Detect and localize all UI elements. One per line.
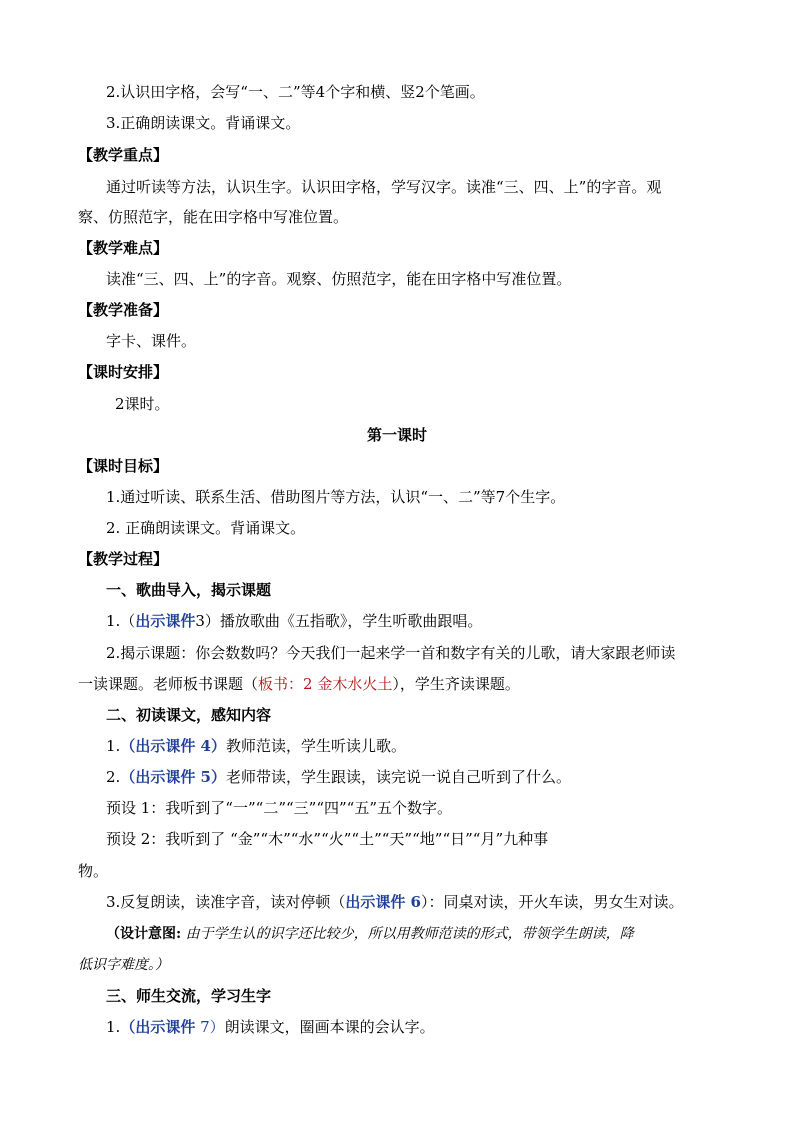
section-2-step-1 xyxy=(106,736,406,756)
section-2-step-2 xyxy=(106,767,571,787)
step-text: 朗读课文，圈画本课的会认字。 xyxy=(224,1018,435,1036)
section-1-title: 一、歌曲导入，揭示课题 xyxy=(106,581,272,599)
design-intent-text: 由于学生认的识字还比较少，所以用教师范读的形式，带领学生朗读，降 xyxy=(181,926,634,942)
preset-1: 预设 1：我听到了“一”“二”“三”“四”“五”五个数字。 xyxy=(106,799,452,817)
step-text: 3.反复朗读，读准字音，读对停顿（ xyxy=(106,893,346,911)
preset-2-line-1: 预设 2：我听到了 “金”“木”“水”“火”“土”“天”“地”“日”“月”九种事 xyxy=(106,830,549,848)
courseware-ref: 出示课件 xyxy=(135,612,196,630)
courseware-ref: （出示课件 5） xyxy=(120,768,226,786)
step-text: 教师范读，学生听读儿歌。 xyxy=(225,737,406,755)
objective-3: 3.正确朗读课文。背诵课文。 xyxy=(106,114,301,132)
step-prefix: 1. xyxy=(106,1018,121,1036)
step-text: ），学生齐读课题。 xyxy=(392,675,520,693)
step-text: ）：同桌对读，开火车读，男女生对读。 xyxy=(421,893,684,911)
goal-2: 2. 正确朗读课文。背诵课文。 xyxy=(106,519,306,537)
goal-1: 1.通过听读、联系生活、借助图片等方法，认识“一、二”等7个生字。 xyxy=(106,488,566,506)
section-1-step-2-line-2 xyxy=(78,674,520,694)
section-1-step-2-line-1: 2.揭示课题：你会数数吗？今天我们一起来学一首和数字有关的儿歌，请大家跟老师读 xyxy=(106,644,676,662)
key-points-line-1: 通过听读等方法，认识生字。认识田字格，学写汉字。读准“三、四、上”的字音。观 xyxy=(106,178,662,196)
heading-lesson-goals: 【课时目标】 xyxy=(78,457,169,475)
heading-key-points: 【教学重点】 xyxy=(78,146,169,164)
courseware-ref: （出示课件 xyxy=(120,1018,196,1036)
step-prefix: 2. xyxy=(106,768,121,786)
key-points-line-2: 察、仿照范字，能在田字格中写准位置。 xyxy=(78,208,349,226)
preparation-line-1: 字卡、课件。 xyxy=(106,332,197,350)
step-prefix: 1.（ xyxy=(106,612,136,630)
section-2-step-3 xyxy=(106,892,684,912)
heading-schedule: 【课时安排】 xyxy=(78,363,169,381)
section-3-title: 三、师生交流，学习生字 xyxy=(106,987,272,1005)
schedule-line-1: 2课时。 xyxy=(115,395,170,413)
step-text: 一读课题。老师板书课题（ xyxy=(78,675,259,693)
design-intent-line-1 xyxy=(106,924,634,944)
step-text: 老师带读，学生跟读，读完说一说自己听到了什么。 xyxy=(225,768,571,786)
board-writing: 板书：2 金木水火土 xyxy=(258,675,393,693)
section-2-title: 二、初读课文，感知内容 xyxy=(106,706,272,724)
step-prefix: 1. xyxy=(106,737,121,755)
objective-2: 2.认识田字格，会写“一、二”等4个字和横、竖2个笔画。 xyxy=(106,83,485,101)
courseware-number: 7） xyxy=(195,1018,225,1036)
courseware-ref: （出示课件 4） xyxy=(120,737,226,755)
step-text: 3）播放歌曲《五指歌》，学生听歌曲跟唱。 xyxy=(195,612,483,630)
design-intent-line-2: 低识字难度。） xyxy=(78,957,169,973)
design-intent-label: （设计意图: xyxy=(106,926,182,942)
lesson-title: 第一课时 xyxy=(366,426,427,444)
heading-preparation: 【教学准备】 xyxy=(78,301,169,319)
courseware-ref: 出示课件 6 xyxy=(345,893,421,911)
heading-process: 【教学过程】 xyxy=(78,550,169,568)
heading-difficulties: 【教学难点】 xyxy=(78,239,169,257)
section-3-step-1 xyxy=(106,1017,435,1037)
difficulties-line-1: 读准“三、四、上”的字音。观察、仿照范字，能在田字格中写准位置。 xyxy=(106,270,572,288)
preset-2-line-2: 物。 xyxy=(78,862,109,880)
section-1-step-1 xyxy=(106,611,482,631)
